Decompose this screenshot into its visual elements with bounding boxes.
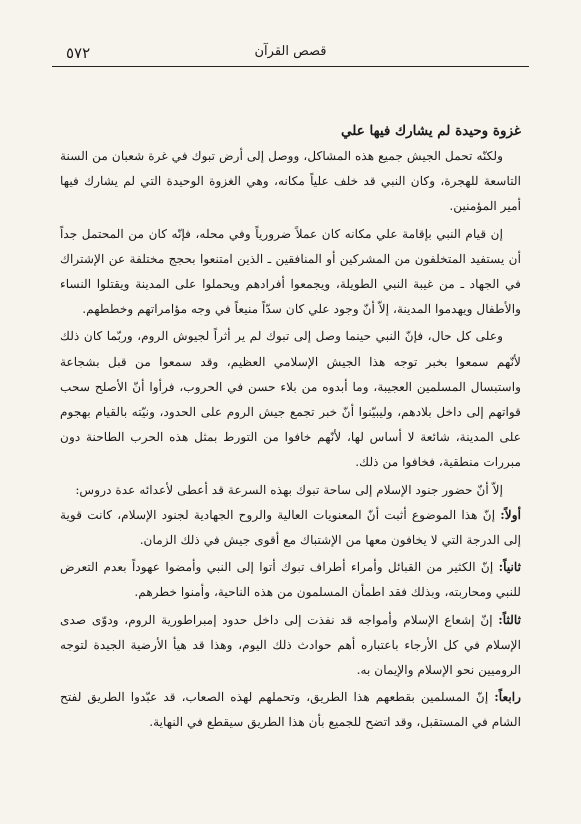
- enumerated-paragraph: [60, 503, 521, 553]
- paragraph-text: وعلى كل حال، فإنّ النبي حينما وصل إلى تبوك لم ير أثراً لجيوش الروم، وربّما كان ذلك لأنّهم سمعوا بخبر توجه هذا الجيش الإسلامي العظيم، وقد سمعوا من قبل بشجاعة واستبسال المسلمين العجيبة، وما أبدوه من بلاء حسن في الحروب، فرأوا أنّ الأصلح سحب قواتهم إلى داخل بلادهم، وليبيّنوا أنّ خبر تجمع جيش الروم على الحدود، ونيّته بالقيام بهجوم على المدينة، شائعة لا أساس لها، لأنّهم خافوا من التورط بمثل هذه الحرب الطاحنة دون مبررات منطقية، فخافوا من ذلك.: [60, 329, 521, 470]
- enumerated-paragraph: [60, 608, 521, 684]
- paragraph-text: إلاّ أنّ حضور جنود الإسلام إلى ساحة تبوك بهذه السرعة قد أعطى لأعدائه عدة دروس:: [75, 482, 503, 497]
- paragraph-lead: ثانياً:: [498, 560, 521, 575]
- running-header: [52, 38, 529, 64]
- paragraph-text: ولكنّه تحمل الجيش جميع هذه المشاكل، ووصل إلى أرض تبوك في غرة شعبان من السنة التاسعة للهجرة، وكان النبي قد خلف علياً مكانه، وهي الغزوة الوحيدة التي لم يشارك فيها أمير المؤمنين.: [60, 149, 521, 214]
- paragraph-lead: أولاً:: [500, 507, 521, 522]
- enumerated-paragraph: [60, 685, 521, 735]
- section-heading: غزوة وحيدة لم يشارك فيها علي: [341, 123, 521, 139]
- paragraph-text: إنّ الكثير من القبائل وأمراء أطراف تبوك أتوا إلى النبي وأمضوا عهوداً بعدم التعرض للنبي ومحاربته، وبذلك فقد اطمأن المسلمون من هذه الناحية، وأمنوا خطرهم.: [60, 560, 521, 600]
- paragraph-text: إنّ هذا الموضوع أثبت أنّ المعنويات العالية والروح الجهادية لجنود الإسلام، كانت قوية إلى الدرجة التي لا يخافون معها من الإشتباك مع أقوى جيش في ذلك الزمان.: [60, 507, 521, 548]
- paragraph-text: إن قيام النبي بإقامة علي مكانه كان عملاً ضرورياً وفي محله، فإنّه كان من المحتمل جداً أن يستفيد المتخلفون من المشركين أو المنافقين ـ الذين امتنعوا بحجج مختلفة عن الإشتراك في الجهاد ـ من غيبة النبي الطويلة، ويجمعوا أفرادهم ويحملوا على المدينة ويقتلوا النساء والأطفال ويهدموا المدينة، إلاّ أنّ وجود علي كان سدّاً منيعاً في وجه مؤامراتهم وخططهم.: [60, 226, 521, 317]
- paragraph: [60, 222, 521, 323]
- paragraph-lead: ثالثاً:: [498, 612, 521, 627]
- body-text: [60, 118, 521, 738]
- book-title: قصص القرآن: [254, 44, 327, 59]
- page-number: ٥٧٢: [66, 44, 91, 62]
- paragraph-text: إنّ المسلمين بقطعهم هذا الطريق، وتحملهم لهذه الصعاب، قد عبّدوا الطريق لفتح الشام في المستقبل، وقد اتضح للجميع بأن هذا الطريق سيقطع في النهاية.: [60, 690, 521, 730]
- header-rule: [52, 66, 529, 67]
- paragraph: [60, 324, 521, 475]
- paragraph: [60, 144, 521, 220]
- paragraph: [60, 478, 521, 503]
- enumerated-paragraph: [60, 555, 521, 605]
- paragraph-lead: رابعاً:: [494, 690, 521, 705]
- paragraph-text: إنّ إشعاع الإسلام وأمواجه قد نفذت إلى داخل حدود إمبراطورية الروم، ودوّى صدى الإسلام في كل الأرجاء باعتباره أهم حوادث ذلك اليوم، وهذا قد هيأ الأرضية الجيدة لتوجه الروميين نحو الإسلام والإيمان به.: [60, 612, 521, 678]
